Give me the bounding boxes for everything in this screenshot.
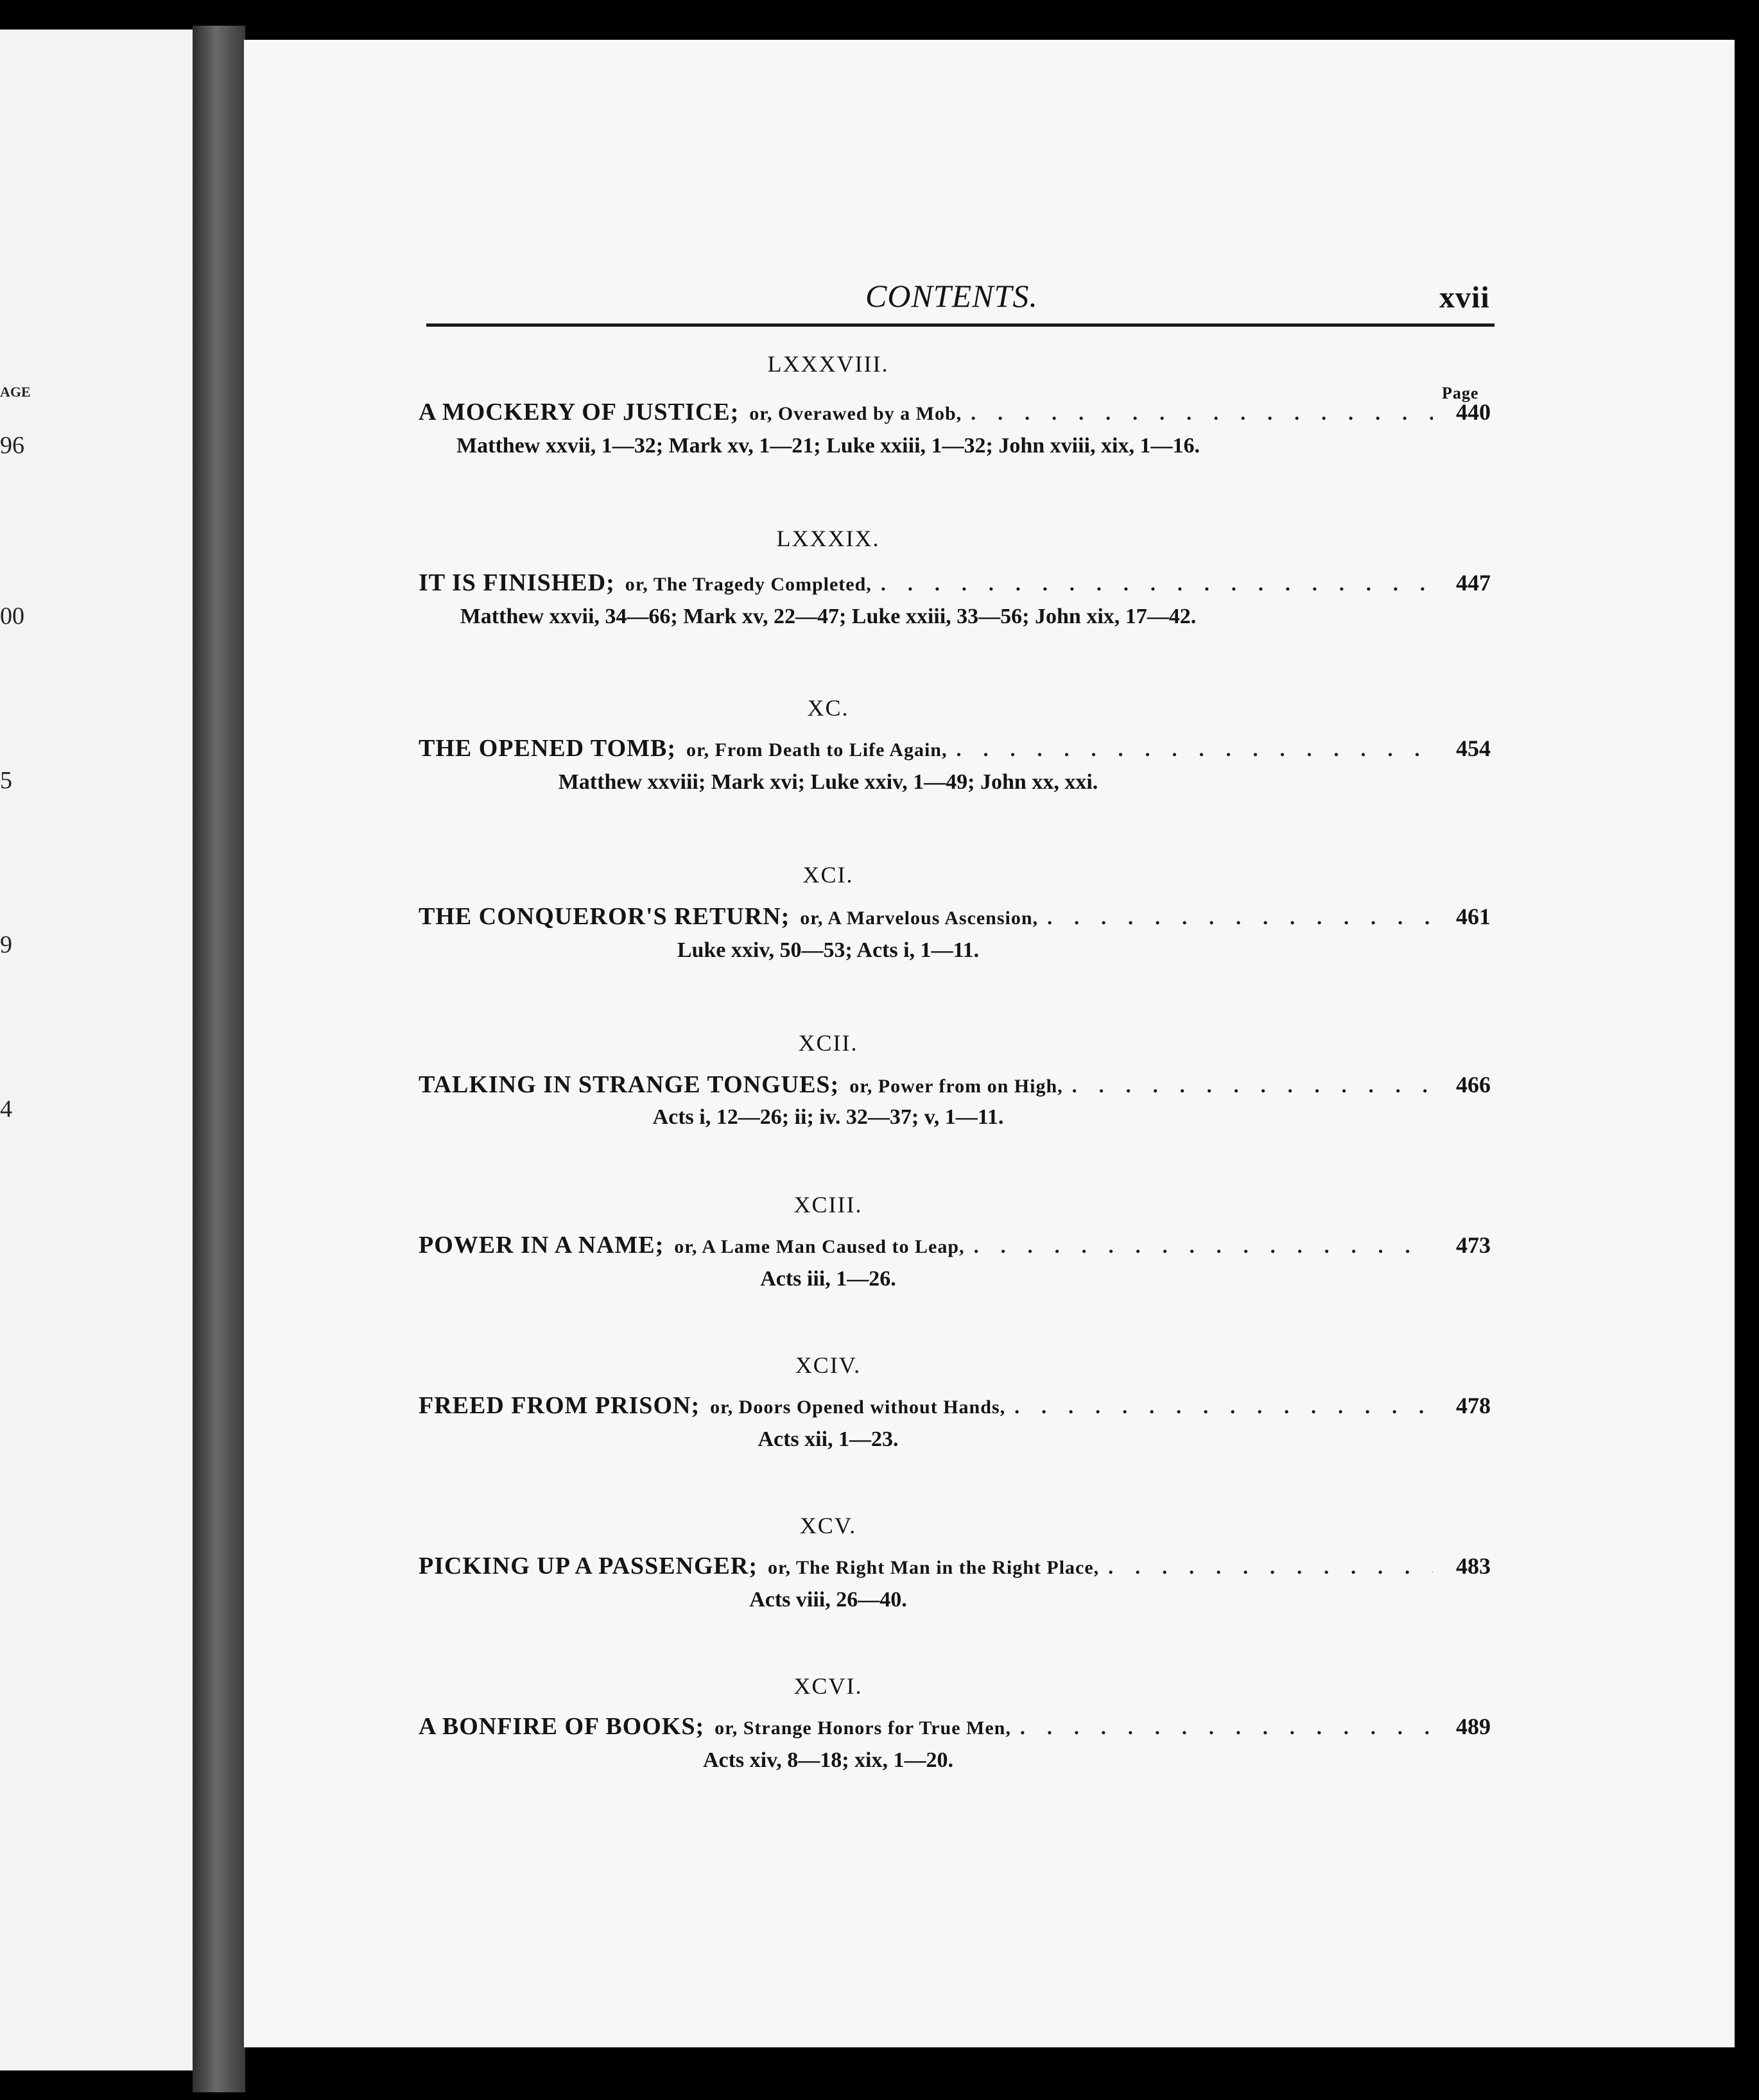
- scripture-reference: Acts viii, 26—40.: [749, 1588, 907, 1612]
- book-gutter: [193, 26, 245, 2092]
- page-number: 473: [1456, 1232, 1491, 1258]
- chapter-subtitle: or, Overawed by a Mob,: [749, 403, 962, 424]
- chapter-title: THE OPENED TOMB;: [419, 735, 676, 762]
- chapter-subtitle: or, The Right Man in the Right Place,: [767, 1557, 1100, 1578]
- page-number: 454: [1456, 736, 1491, 761]
- chapter-subtitle: or, The Tragedy Completed,: [625, 574, 872, 595]
- toc-entry[interactable]: [419, 1391, 1491, 1420]
- facing-page-fragment: 00: [0, 603, 24, 630]
- dot-leader: [1047, 906, 1433, 929]
- toc-entry[interactable]: [419, 398, 1491, 426]
- page-number: 461: [1456, 904, 1491, 929]
- chapter-numeral: XCIII.: [793, 1192, 863, 1218]
- chapter-numeral: XCVI.: [793, 1673, 863, 1699]
- toc-entry[interactable]: [419, 1231, 1491, 1259]
- chapter-subtitle: or, A Lame Man Caused to Leap,: [674, 1236, 965, 1257]
- chapter-title: FREED FROM PRISON;: [419, 1392, 700, 1419]
- dot-leader: [974, 1234, 1433, 1258]
- scripture-reference: Matthew xxvii, 1—32; Mark xv, 1—21; Luke xxiii, 1—32; John xviii, xix, 1—16.: [456, 434, 1200, 458]
- chapter-numeral: XCI.: [802, 862, 854, 888]
- facing-page-fragment: AGE: [0, 384, 31, 400]
- facing-page-fragment: 5: [0, 767, 12, 794]
- chapter-title: TALKING IN STRANGE TONGUES;: [419, 1071, 840, 1098]
- chapter-numeral: LXXXVIII.: [767, 351, 889, 377]
- toc-entry[interactable]: [419, 1071, 1491, 1099]
- page-number: 447: [1456, 570, 1491, 596]
- chapter-numeral: XCV.: [799, 1513, 857, 1538]
- toc-entry[interactable]: [419, 569, 1491, 597]
- scripture-reference: Acts i, 12—26; ii; iv. 32—37; v, 1—11.: [652, 1105, 1004, 1129]
- dot-leader: [1014, 1395, 1433, 1418]
- chapter-subtitle: or, From Death to Life Again,: [686, 739, 948, 761]
- dot-leader: [971, 401, 1433, 425]
- scripture-reference: Acts xii, 1—23.: [758, 1427, 899, 1451]
- chapter-title: POWER IN A NAME;: [419, 1232, 664, 1259]
- facing-page-fragment: 96: [0, 432, 24, 459]
- page-folio: xvii: [1439, 280, 1490, 314]
- facing-page-fragment: 4: [0, 1096, 12, 1123]
- facing-page-fragment: 9: [0, 931, 12, 958]
- chapter-numeral: XCIV.: [795, 1352, 862, 1378]
- chapter-subtitle: or, Power from on High,: [849, 1076, 1063, 1097]
- page-number: 440: [1456, 399, 1491, 425]
- scripture-reference: Acts xiv, 8—18; xix, 1—20.: [702, 1748, 954, 1772]
- page-number: 478: [1456, 1393, 1491, 1418]
- chapter-subtitle: or, A Marvelous Ascension,: [800, 908, 1039, 929]
- chapter-numeral: LXXXIX.: [776, 526, 880, 551]
- chapter-title: THE CONQUEROR'S RETURN;: [419, 903, 790, 930]
- dot-leader: [956, 737, 1433, 761]
- chapter-title: A MOCKERY OF JUSTICE;: [419, 399, 740, 426]
- scripture-reference: Matthew xxvii, 34—66; Mark xv, 22—47; Luke xxiii, 33—56; John xix, 17—42.: [460, 605, 1197, 628]
- scripture-reference: Matthew xxviii; Mark xvi; Luke xxiv, 1—49; John xx, xxi.: [558, 770, 1098, 794]
- chapter-subtitle: or, Strange Honors for True Men,: [715, 1717, 1011, 1739]
- chapter-subtitle: or, Doors Opened without Hands,: [710, 1397, 1006, 1418]
- toc-entry[interactable]: [419, 734, 1491, 762]
- chapter-numeral: XC.: [807, 695, 849, 721]
- chapter-title: A BONFIRE OF BOOKS;: [419, 1713, 705, 1740]
- header-rule: [426, 323, 1495, 327]
- scripture-reference: Acts iii, 1—26.: [760, 1267, 896, 1291]
- scripture-reference: Luke xxiv, 50—53; Acts i, 1—11.: [677, 938, 980, 962]
- page-number: 489: [1456, 1714, 1491, 1739]
- dot-leader: [1072, 1074, 1433, 1097]
- running-title: CONTENTS.: [865, 278, 1038, 314]
- page-number: 466: [1456, 1072, 1491, 1097]
- dot-leader: [1020, 1716, 1433, 1739]
- dot-leader: [1108, 1555, 1433, 1579]
- page-number: 483: [1456, 1553, 1491, 1579]
- page-column-label: Page: [1442, 384, 1479, 402]
- toc-entry[interactable]: [419, 1712, 1491, 1741]
- chapter-numeral: XCII.: [798, 1030, 858, 1056]
- facing-page-edge: [0, 30, 217, 2070]
- toc-entry[interactable]: [419, 1552, 1491, 1580]
- dot-leader: [881, 572, 1433, 596]
- chapter-title: IT IS FINISHED;: [419, 569, 615, 596]
- toc-entry[interactable]: [419, 902, 1491, 931]
- chapter-title: PICKING UP A PASSENGER;: [419, 1553, 758, 1579]
